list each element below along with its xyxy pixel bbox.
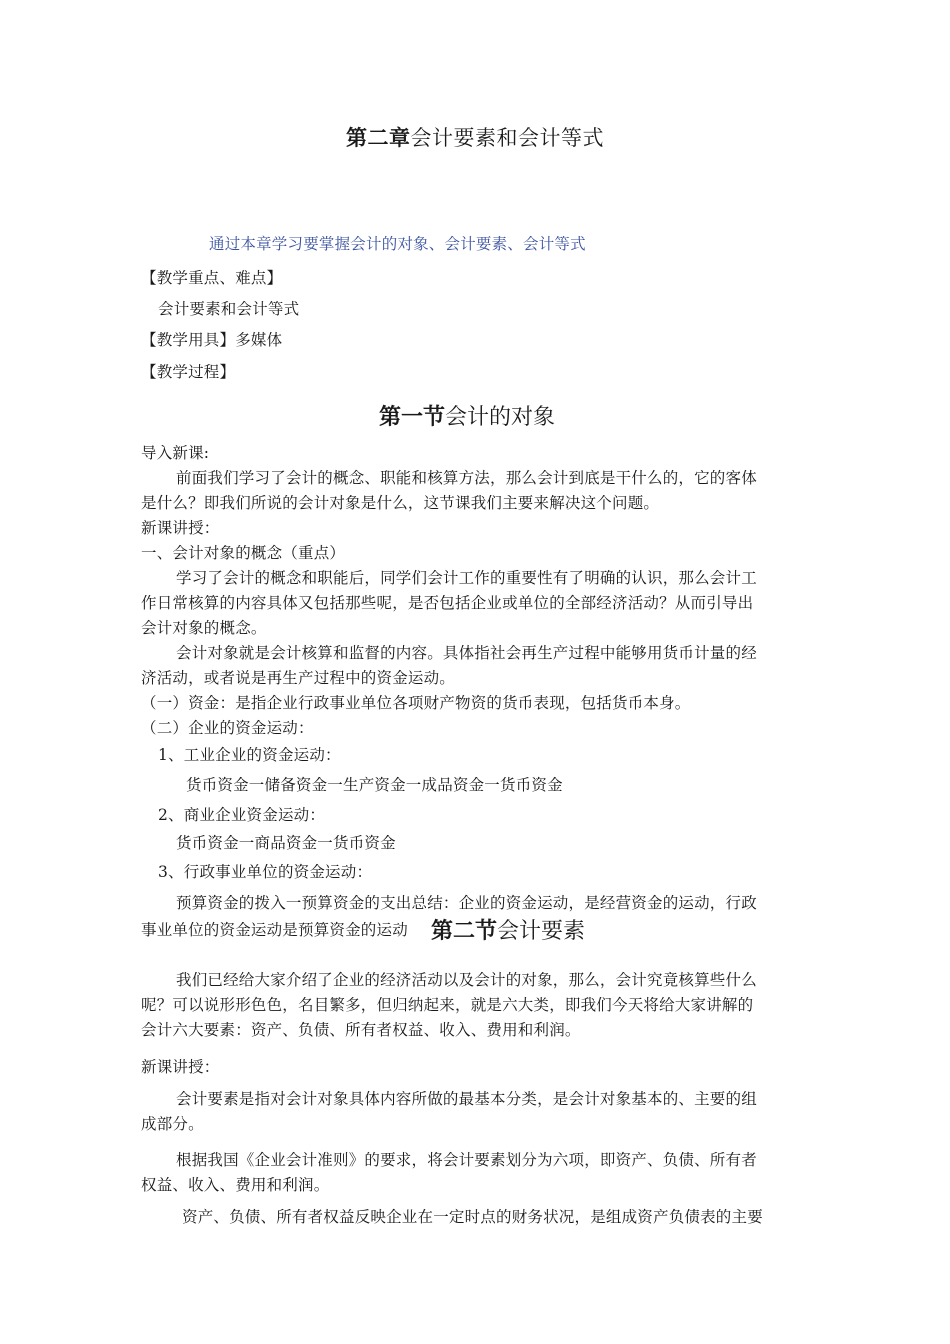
paragraph-line: 会计对象就是会计核算和监督的内容。具体指社会再生产过程中能够用货币计量的经 [176, 644, 757, 662]
section1-heading-bold: 第一节 [379, 405, 446, 430]
chapter-title-bold: 第二章 [346, 126, 411, 150]
teaching-tools: 【教学用具】多媒体 [141, 331, 283, 349]
list-item-label: 2、商业企业资金运动： [158, 806, 326, 824]
paragraph-line: 呢？可以说形形色色，名目繁多，但归纳起来，就是六大类，即我们今天将给大家讲解的 [141, 996, 754, 1014]
paragraph-line: 根据我国《企业会计准则》的要求，将会计要素划分为六项，即资产、负债、所有者 [176, 1151, 757, 1169]
chapter-objective: 通过本章学习要掌握会计的对象、会计要素、会计等式 [209, 235, 586, 253]
section1-heading [379, 400, 555, 431]
teaching-process-label: 【教学过程】 [141, 363, 236, 381]
paragraph-line: 预算资金的拨入一预算资金的支出总结：企业的资金运动，是经营资金的运动，行政 [176, 894, 757, 912]
point-heading: 一、会计对象的概念（重点） [141, 544, 346, 562]
paragraph-line: 会计六大要素：资产、负债、所有者权益、收入、费用和利润。 [141, 1021, 581, 1039]
sub-point: （一）资金：是指企业行政事业单位各项财产物资的货币表现，包括货币本身。 [141, 694, 691, 712]
chapter-title-rest: 会计要素和会计等式 [410, 126, 604, 150]
chapter-title [0, 122, 950, 152]
paragraph-line: 权益、收入、费用和利润。 [141, 1176, 330, 1194]
list-item-flow: 货币资金一商品资金一货币资金 [176, 834, 396, 852]
list-item-label: 1、工业企业的资金运动： [158, 746, 341, 764]
paragraph-line: 事业单位的资金运动是预算资金的运动 [141, 921, 408, 939]
new-lesson-label: 新课讲授： [141, 1058, 220, 1076]
intro-label: 导入新课: [141, 444, 210, 462]
paragraph-line: 我们已经给大家介绍了企业的经济活动以及会计的对象，那么，会计究竟核算些什么 [176, 971, 757, 989]
paragraph-line: 会计要素是指对会计对象具体内容所做的最基本分类，是会计对象基本的、主要的组 [176, 1090, 757, 1108]
key-points-text: 会计要素和会计等式 [158, 300, 300, 318]
section2-heading-bold: 第二节 [431, 919, 498, 944]
paragraph-line: 作日常核算的内容具体又包括那些呢，是否包括企业或单位的全部经济活动？从而引导出 [141, 594, 754, 612]
paragraph-line: 资产、负债、所有者权益反映企业在一定时点的财务状况，是组成资产负债表的主要 [182, 1208, 763, 1226]
paragraph-line: 学习了会计的概念和职能后，同学们会计工作的重要性有了明确的认识，那么会计工 [176, 569, 757, 587]
section2-heading-rest: 会计要素 [497, 919, 586, 944]
section2-heading [431, 914, 585, 945]
list-item-label: 3、行政事业单位的资金运动： [158, 863, 373, 881]
paragraph-line: 成部分。 [141, 1115, 204, 1133]
paragraph-line: 前面我们学习了会计的概念、职能和核算方法，那么会计到底是干什么的，它的客体 [176, 469, 757, 487]
paragraph-line: 是什么？即我们所说的会计对象是什么，这节课我们主要来解决这个问题。 [141, 494, 660, 512]
new-lesson-label: 新课讲授： [141, 519, 220, 537]
sub-point: （二）企业的资金运动： [141, 719, 314, 737]
section1-heading-rest: 会计的对象 [445, 405, 556, 430]
list-item-flow: 货币资金一储备资金一生产资金一成品资金一货币资金 [186, 776, 563, 794]
paragraph-line: 会计对象的概念。 [141, 619, 267, 637]
paragraph-line: 济活动，或者说是再生产过程中的资金运动。 [141, 669, 456, 687]
key-points-label: 【教学重点、难点】 [141, 269, 283, 287]
